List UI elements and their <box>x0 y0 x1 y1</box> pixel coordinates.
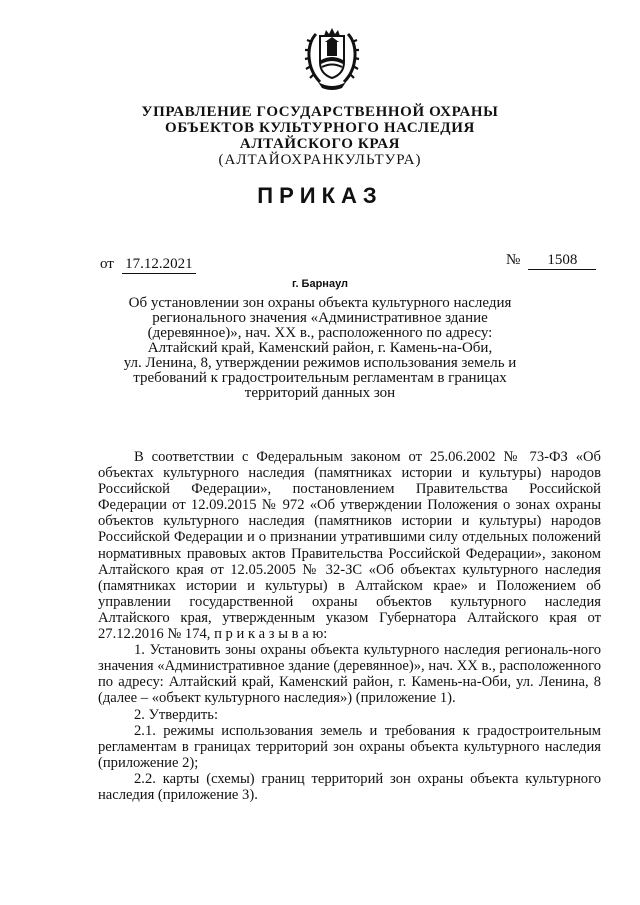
item-1-paragraph: 1. Установить зоны охраны объекта культурного наследия региональ-ного значения «Административное здание (деревянное)», нач. XX в., расположенного по адресу: Алтайский край, Каменский район, г. Камень-на-Оби, ул. Ленина, 8 (далее – «объект культурного наследия») (приложение 1). <box>98 642 601 707</box>
organization-name <box>0 104 640 168</box>
subject-line: регионального значения «Административное здание <box>152 310 488 326</box>
org-line-2: ОБЪЕКТОВ КУЛЬТУРНОГО НАСЛЕДИЯ <box>165 120 475 136</box>
preamble-paragraph: В соответствии с Федеральным законом от 25.06.2002 № 73-ФЗ «Об объектах культурного наследия (памятниках истории и культуры) народов Российской Федерации», постановлением Правительства Российской Федерации от 12.09.2015 № 972 «Об утверждении Положения о зонах охраны объектов культурного наследия (памятников истории и культуры) народов Российской Федерации и о признании утратившими силу отдельных положений нормативных правовых актов Правительства Российской Федерации», законом Алтайского края от 12.05.2005 № 32-ЗС «Об объектах культурного наследия (памятниках истории и культуры) в Алтайском крае» и Положением об управлении государственной охраны объектов культурного наследия Алтайского края, утвержденным указом Губернатора Алтайского края от 27.12.2016 № 174, п р и к а з ы в а ю: <box>98 449 601 643</box>
number-row <box>506 252 596 270</box>
org-line-1: УПРАВЛЕНИЕ ГОСУДАРСТВЕННОЙ ОХРАНЫ <box>141 104 499 120</box>
date-row <box>100 256 196 274</box>
subject-line: Об установлении зон охраны объекта культурного наследия <box>128 295 512 311</box>
order-subject <box>0 296 640 401</box>
org-line-3: АЛТАЙСКОГО КРАЯ <box>239 136 401 152</box>
item-2-2-paragraph: 2.2. карты (схемы) границ территорий зон охраны объекта культурного наследия (приложение 3). <box>98 770 601 803</box>
subject-line: ул. Ленина, 8, утверждении режимов использования земель и <box>123 355 517 371</box>
order-number: 1508 <box>528 252 596 270</box>
subject-line: территорий данных зон <box>244 385 396 401</box>
subject-line: требований к градостроительным регламентам в границах <box>133 370 507 386</box>
item-2-1-paragraph: 2.1. режимы использования земель и требования к градостроительным регламентам в границах территорий зон охраны объекта культурного наследия (приложение 2); <box>98 722 601 771</box>
item-2-paragraph: 2. Утвердить: <box>134 706 219 723</box>
subject-line: Алтайский край, Каменский район, г. Камень-на-Оби, <box>147 340 493 356</box>
order-date: 17.12.2021 <box>122 256 196 274</box>
document-type-title: ПРИКАЗ <box>257 183 383 208</box>
number-prefix: № <box>506 252 521 268</box>
order-body <box>98 449 601 803</box>
city-label: г. Барнаул <box>291 278 349 290</box>
subject-line: (деревянное)», нач. XX в., расположенного по адресу: <box>147 325 493 341</box>
coat-of-arms-icon <box>302 24 362 92</box>
date-prefix: от <box>100 256 114 272</box>
org-abbreviation: (АЛТАЙОХРАНКУЛЬТУРА) <box>218 152 422 168</box>
